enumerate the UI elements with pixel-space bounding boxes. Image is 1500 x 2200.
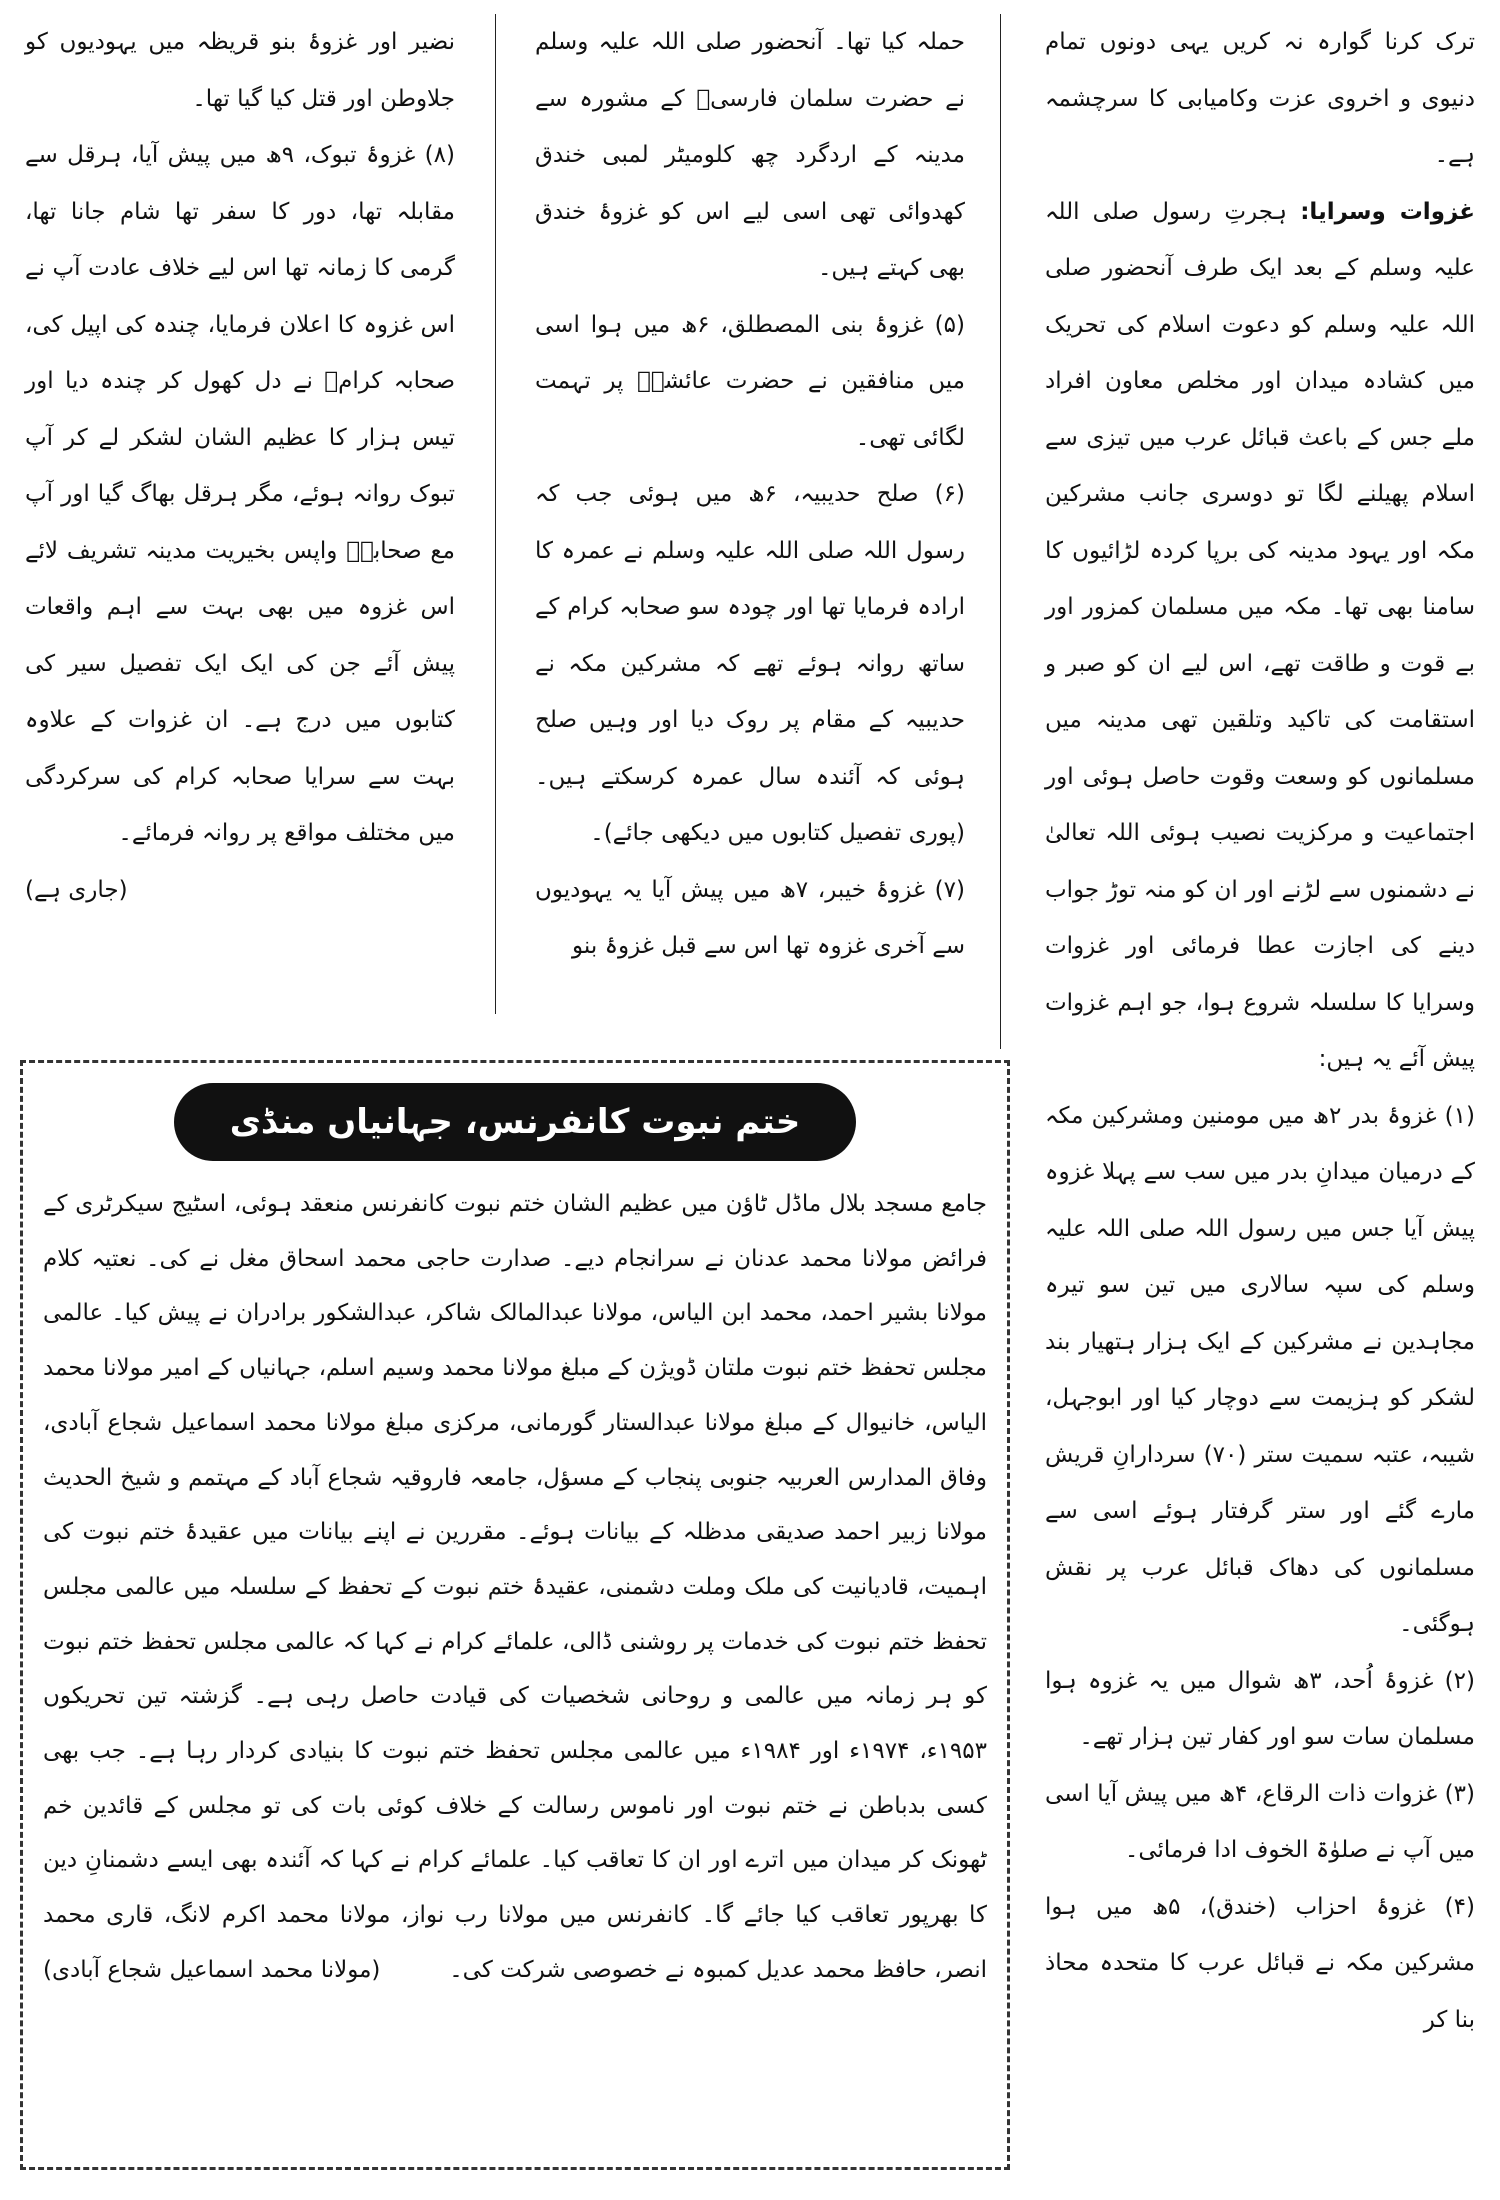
column-divider [495,14,496,1014]
paragraph: ترک کرنا گوارہ نہ کریں یہی دونوں تمام دنیوی و اخروی عزت وکامیابی کا سرچشمہ ہے۔ [1045,29,1475,168]
continued-label: (جاری ہے) [25,876,128,903]
article-column-middle [535,14,965,1014]
section-text: ہجرتِ رسول صلی اللہ علیہ وسلم کے بعد ایک طرف آنحضور صلی اللہ علیہ وسلم کو دعوت اسلام کی تحریک میں کشادہ میدان اور مخلص معاون افراد ملے جس کے باعث قبائل عرب میں تیزی سے اسلام پھیلنے لگا تو دوسری جانب مشرکین مکہ اور یہود مدینہ کی برپا کردہ لڑائیوں کا سامنا بھی تھا۔ مکہ میں مسلمان کمزور اور بے قوت و طاقت تھے، اس لیے ان کو صبر و استقامت کی تاکید وتلقین تھی مدینہ میں مسلمانوں کو وسعت وقوت حاصل ہوئی اور اجتماعیت و مرکزیت نصیب ہوئی اللہ تعالیٰ نے دشمنوں سے لڑنے اور ان کو منہ توڑ جواب دینے کی اجازت عطا فرمائی اور غزوات وسرایا کا سلسلہ شروع ہوا، جو اہم غزوات پیش آئے یہ ہیں: [1045,198,1475,1072]
paragraph-bani-mustaliq: (۵) غزوۂ بنی المصطلق، ۶ھ میں ہوا اسی میں منافقین نے حضرت عائشہؓ پر تہمت لگائی تھی۔ [535,311,965,451]
paragraph-ghazwat-intro [1045,184,1475,1088]
paragraph-tabuk: (۸) غزوۂ تبوک، ۹ھ میں پیش آیا، ہرقل سے مقابلہ تھا، دور کا سفر تھا شام جانا تھا، گرمی کا زمانہ تھا اس لیے خلاف عادت آپ نے اس غزوہ کا اعلان فرمایا، چندہ کی اپیل کی، صحابہ کرامؓ نے دل کھول کر چندہ دیا اور تیس ہزار کا عظیم الشان لشکر لے کر آپ تبوک روانہ ہوئے، مگر ہرقل بھاگ گیا اور آپ مع صحابہؓ واپس بخیریت مدینہ تشریف لائے اس غزوہ میں بھی بہت سے اہم واقعات پیش آئے جن کی ایک ایک تفصیل سیر کی کتابوں میں درج ہے۔ ان غزوات کے علاوہ بہت سے سرایا صحابہ کرام کی سرکردگی میں مختلف مواقع پر روانہ فرمائے۔ (جاری ہے) [25,127,455,862]
paragraph-badr: (۱) غزوۂ بدر ۲ھ میں مومنین ومشرکین مکہ کے درمیان میدانِ بدر میں سب سے پہلا غزوہ پیش آیا جس میں رسول اللہ صلی اللہ علیہ وسلم کی سپہ سالاری میں تین سو تیرہ مجاہدین نے مشرکین کے ایک ہزار ہتھیار بند لشکر کو ہزیمت سے دوچار کیا اور ابوجہل، شیبہ، عتبہ سمیت ستر (۷۰) سردارانِ قریش مارے گئے اور ستر گرفتار ہوئے اسی سے مسلمانوں کی دھاک قبائل عرب پر نقش ہوگئی۔ [1045,1102,1475,1637]
section-heading: غزوات وسرایا: [1300,198,1476,225]
paragraph-dhat-al-riqa: (۳) غزوات ذات الرقاع، ۴ھ میں پیش آیا اسی میں آپ نے صلوٰۃ الخوف ادا فرمائی۔ [1045,1780,1475,1863]
article-column-right [1045,14,1475,2190]
column-divider [1000,14,1001,1049]
paragraph: نضیر اور غزوۂ بنو قریظہ میں یہودیوں کو جلاوطن اور قتل کیا گیا تھا۔ [25,29,455,112]
news-box-title: ختم نبوت کانفرنس، جہانیاں منڈی [174,1083,857,1161]
article-column-left [25,14,455,1014]
paragraph-khaybar: (۷) غزوۂ خیبر، ۷ھ میں پیش آیا یہ یہودیوں سے آخری غزوہ تھا اس سے قبل غزوۂ بنو [535,876,966,959]
author-credit: (مولانا محمد اسماعیل شجاع آبادی) [43,1956,381,1983]
paragraph-uhud: (۲) غزوۂ اُحد، ۳ھ شوال میں یہ غزوہ ہوا مسلمان سات سو اور کفار تین ہزار تھے۔ [1045,1667,1475,1750]
news-box [20,1060,1010,2170]
paragraph-hudaybiyyah: (۶) صلح حدیبیہ، ۶ھ میں ہوئی جب کہ رسول اللہ صلی اللہ علیہ وسلم نے عمرہ کا ارادہ فرمایا تھا اور چودہ سو صحابہ کرام کے ساتھ روانہ ہوئے تھے کہ مشرکین مکہ نے حدیبیہ کے مقام پر روک دیا اور وہیں صلح ہوئی کہ آئندہ سال عمرہ کرسکتے ہیں۔ (پوری تفصیل کتابوں میں دیکھی جائے)۔ [535,481,965,846]
paragraph: حملہ کیا تھا۔ آنحضور صلی اللہ علیہ وسلم نے حضرت سلمان فارسیؓ کے مشورہ سے مدینہ کے اردگرد چھ کلومیٹر لمبی خندق کھدوائی تھی اسی لیے اس کو غزوۂ خندق بھی کہتے ہیں۔ [535,29,965,281]
paragraph-ahzab: (۴) غزوۂ احزاب (خندق)، ۵ھ میں ہوا مشرکین مکہ نے قبائل عرب کا متحدہ محاذ بنا کر [1045,1893,1476,2033]
news-box-body: جامع مسجد بلال ماڈل ٹاؤن میں عظیم الشان ختم نبوت کانفرنس منعقد ہوئی، اسٹیج سیکرٹری کے فرائض مولانا محمد عدنان نے سرانجام دیے۔ صدارت حاجی محمد اسحاق مغل نے کی۔ نعتیہ کلام مولانا بشیر احمد، محمد ابن الیاس، مولانا عبدالمالک شاکر، عبدالشکور برادران نے پیش کیا۔ عالمی مجلس تحفظ ختم نبوت ملتان ڈویژن کے مبلغ مولانا محمد وسیم اسلم، جہانیاں کے امیر مولانا محمد الیاس، خانیوال کے مبلغ مولانا عبدالستار گورمانی، مرکزی مبلغ مولانا محمد اسماعیل شجاع آبادی، وفاق المدارس العربیہ جنوبی پنجاب کے مسؤل، جامعہ فاروقیہ شجاع آباد کے مہتمم و شیخ الحدیث مولانا زبیر احمد صدیقی مدظلہ کے بیانات ہوئے۔ مقررین نے اپنے بیانات میں عقیدۂ ختم نبوت کی اہمیت، قادیانیت کی ملک وملت دشمنی، عقیدۂ ختم نبوت کے تحفظ کے سلسلہ میں عالمی مجلس تحفظ ختم نبوت کی خدمات پر روشنی ڈالی، علمائے کرام نے کہا کہ عالمی مجلس تحفظ ختم نبوت کو ہر زمانہ میں عالمی و روحانی شخصیات کی قیادت حاصل رہی ہے۔ گزشتہ تین تحریکوں ۱۹۵۳ء، ۱۹۷۴ء اور ۱۹۸۴ء میں عالمی مجلس تحفظ ختم نبوت کا بنیادی کردار رہا ہے۔ جب بھی کسی بدباطن نے ختم نبوت اور ناموس رسالت کے خلاف کوئی بات کی تو مجلس کے قائدین خم ٹھونک کر میدان میں اترے اور ان کا تعاقب کیا۔ علمائے کرام نے کہا کہ آئندہ بھی ایسے دشمنانِ دین کا بھرپور تعاقب کیا جائے گا۔ کانفرنس میں مولانا رب نواز، مولانا محمد اکرم لانگ، قاری محمد انصر، حافظ محمد عدیل کمبوہ نے خصوصی شرکت کی۔ (مولانا محمد اسماعیل شجاع آبادی) [43,1177,987,1998]
